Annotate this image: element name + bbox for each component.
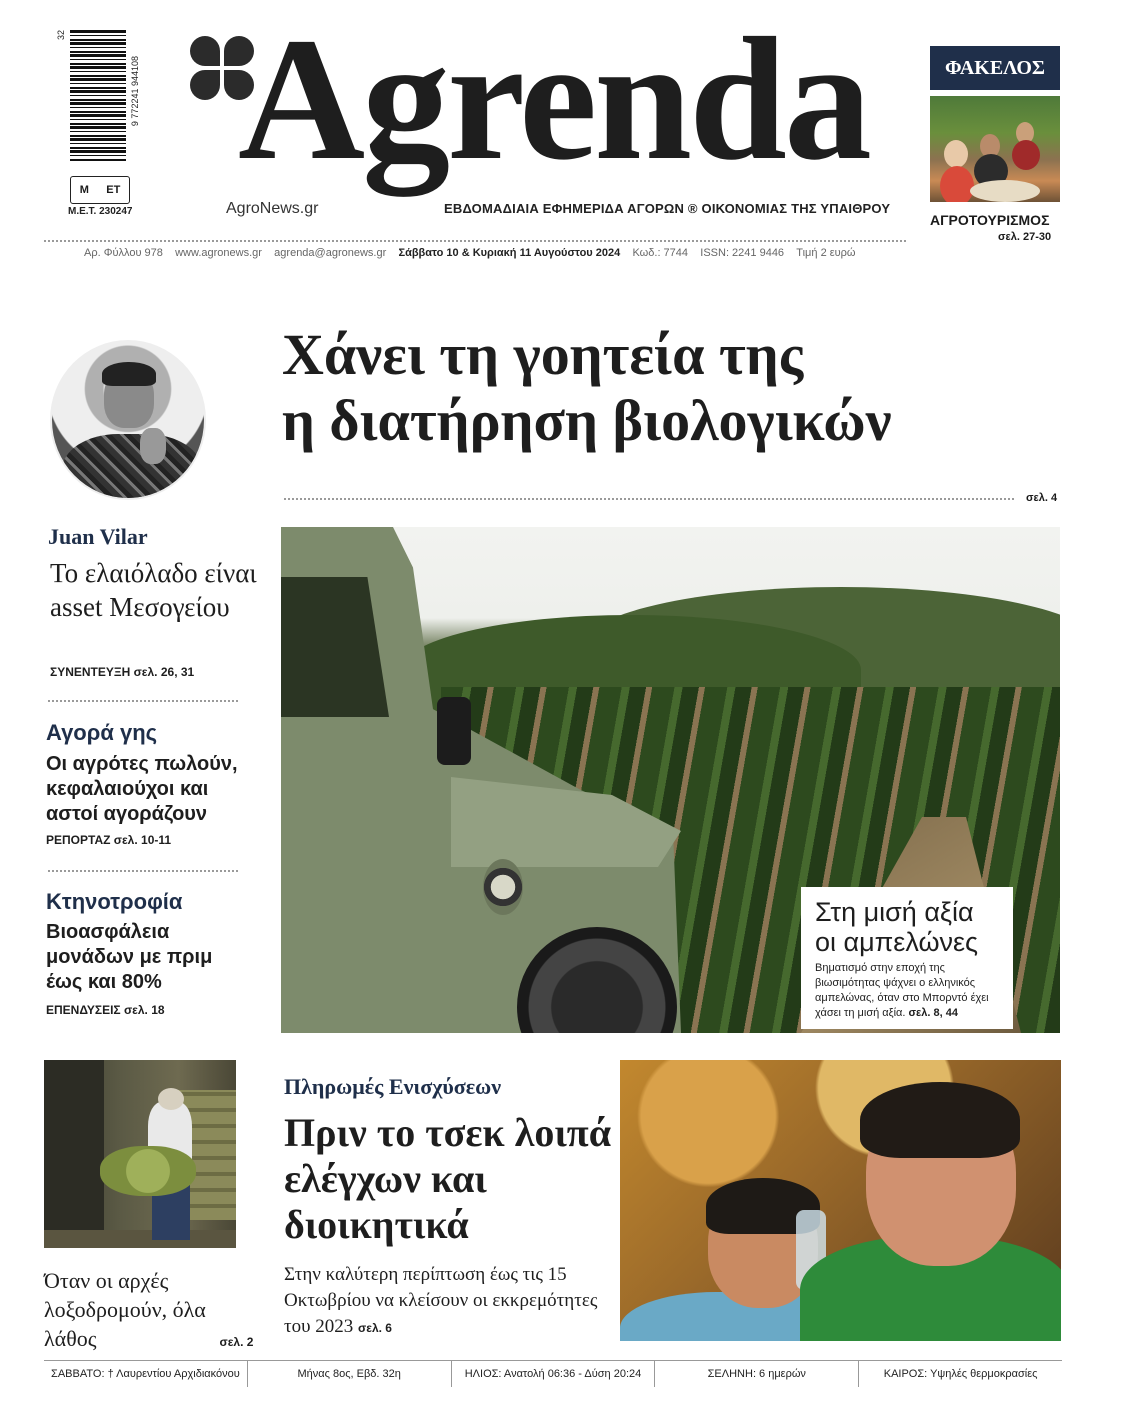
fakelos-title[interactable]: ΑΓΡΟΤΟΥΡΙΣΜΟΣ — [930, 212, 1050, 228]
email-link[interactable]: agrenda@agronews.gr — [274, 247, 387, 259]
fakelos-label[interactable]: ΦΑΚΕΛΟΣ — [930, 46, 1060, 90]
barcode-bars — [70, 30, 126, 162]
livestock-ref: ΕΠΕΝΔΥΣΕΙΣ σελ. 18 — [46, 1003, 165, 1017]
met-code: M.E.T. 230247 — [68, 206, 133, 217]
barcode-code: 9 772241 944108 — [130, 56, 140, 127]
issue-date: Σάββατο 10 & Κυριακή 11 Αυγούστου 2024 — [398, 247, 621, 259]
tagline: ΕΒΔΟΜΑΔΙΑΙΑ ΕΦΗΜΕΡΙΔΑ ΑΓΟΡΩΝ ® ΟΙΚΟΝΟΜΙΑΣ ΤΗΣ ΥΠΑΙΘΡΟΥ — [444, 201, 891, 216]
fakelos-pages: σελ. 27-30 — [998, 231, 1052, 243]
issue-number: Αρ. Φύλλου 978 — [84, 247, 163, 259]
editorial-quote-text: Όταν οι αρχές λοξοδρομούν, όλα λάθος — [44, 1268, 206, 1351]
vineyard-caption-title: Στη μισή αξία οι αμπελώνες — [815, 897, 979, 957]
subsidies-ref: σελ. 6 — [358, 1321, 392, 1335]
agrotourism-photo[interactable] — [930, 96, 1060, 202]
vineyard-caption-body — [815, 961, 1001, 1021]
footer-month: Μήνας 8ος, Εβδ. 32η — [248, 1361, 452, 1387]
footer-sun: ΗΛΙΟΣ: Ανατολή 06:36 - Δύση 20:24 — [452, 1361, 656, 1387]
vineyard-caption-ref: σελ. 8, 44 — [908, 1007, 958, 1019]
vineyard-caption-text: Βηματισμό στην εποχή της βιωσιμότητας ψάχνει ο ελληνικός αμπελώνας, όταν στο Μπορντό έχει χάσει τη μισή αξία. — [815, 962, 989, 1019]
met-logo — [70, 176, 130, 204]
headline-divider — [284, 498, 1014, 500]
sidebar-divider-2 — [48, 870, 238, 872]
farmer-hay-photo[interactable] — [44, 1060, 236, 1248]
subsidies-kicker[interactable]: Πληρωμές Ενισχύσεων — [284, 1074, 502, 1099]
juan-vilar-portrait[interactable] — [50, 340, 206, 500]
meeting-photo[interactable] — [620, 1060, 1061, 1341]
met-label-right: ΕΤ — [106, 184, 121, 196]
footer-bar — [44, 1360, 1062, 1386]
headline-page-ref: σελ. 4 — [1026, 492, 1058, 504]
web-link[interactable]: www.agronews.gr — [175, 247, 262, 259]
info-line — [84, 247, 856, 259]
main-headline-line2: η διατήρηση βιολογικών — [282, 388, 892, 453]
sidebar-divider-1 — [48, 700, 238, 702]
subsidies-summary — [284, 1262, 614, 1341]
site-url[interactable]: AgroNews.gr — [226, 200, 319, 217]
vineyard-caption-box[interactable] — [801, 887, 1013, 1029]
editorial-quote[interactable] — [44, 1266, 253, 1357]
main-headline[interactable] — [282, 322, 1072, 454]
interview-name[interactable]: Juan Vilar — [48, 524, 148, 549]
price: Τιμή 2 ευρώ — [796, 247, 856, 259]
footer-weather: ΚΑΙΡΟΣ: Υψηλές θερμοκρασίες — [883, 1367, 1038, 1380]
brand-title[interactable]: Agrenda — [238, 2, 869, 197]
masthead-divider — [44, 240, 906, 242]
land-kicker[interactable]: Αγορά γης — [46, 720, 158, 745]
product-code: Κωδ.: 7744 — [632, 247, 689, 259]
main-headline-line1: Χάνει τη γοητεία της — [282, 322, 804, 387]
met-label-left: Μ — [79, 184, 89, 196]
barcode-top-number: 32 — [56, 30, 66, 41]
livestock-kicker[interactable]: Κτηνοτροφία — [46, 889, 183, 914]
land-title[interactable]: Οι αγρότες πωλούν, κεφαλαιούχοι και αστοί αγοράζουν — [46, 753, 238, 825]
editorial-quote-ref: σελ. 2 — [219, 1335, 254, 1349]
issn: ISSN: 2241 9446 — [700, 247, 785, 259]
interview-ref: ΣΥΝΕΝΤΕΥΞΗ σελ. 26, 31 — [50, 665, 195, 679]
livestock-title[interactable]: Βιοασφάλεια μονάδων με πριμ έως και 80% — [46, 921, 213, 993]
subsidies-summary-text: Στην καλύτερη περίπτωση έως τις 15 Οκτωβρίου να κλείσουν οι εκκρεμότητες του 2023 — [284, 1264, 598, 1337]
vineyard-photo[interactable] — [281, 527, 1060, 1033]
footer-saturday: ΣΑΒΒΑΤΟ: † Λαυρεντίου Αρχιδιακόνου — [44, 1361, 248, 1387]
barcode — [70, 30, 126, 162]
footer-moon: ΣΕΛΗΝΗ: 6 ημερών — [655, 1361, 859, 1387]
interview-title[interactable]: Το ελαιόλαδο είναι asset Μεσογείου — [50, 558, 257, 622]
subsidies-headline[interactable]: Πριν το τσεκ λοιπά ελέγχων και διοικητικά — [284, 1110, 612, 1247]
land-ref: ΡΕΠΟΡΤΑΖ σελ. 10-11 — [46, 833, 172, 847]
